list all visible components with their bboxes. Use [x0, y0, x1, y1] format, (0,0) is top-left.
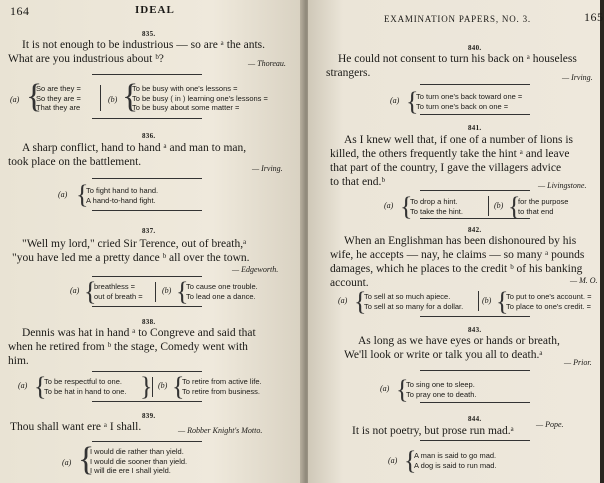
quote-source: — Pope.	[536, 420, 564, 429]
option-line: To retire from business.	[182, 386, 260, 396]
page-number: 165	[584, 10, 604, 24]
right-brace: }	[140, 372, 153, 401]
option-line: To drop a hint.	[410, 197, 458, 206]
exercise-text: It is not enough to be industrious — so are ᵃ the ants.	[22, 39, 266, 51]
exercise-text: to that end.ᵇ	[330, 176, 385, 188]
exercise-number: 836.	[142, 132, 156, 140]
option-label: (a)	[70, 286, 80, 295]
exercise-number: 835.	[142, 30, 156, 38]
option-group	[364, 292, 463, 311]
divider	[420, 190, 530, 191]
divider	[92, 74, 202, 75]
option-group	[406, 380, 476, 399]
option-line: I will die ere I shall yield.	[90, 466, 171, 475]
exercise-text: When an Englishman has been dishonoured by his	[344, 235, 577, 247]
quote-source: — Edgeworth.	[232, 265, 279, 274]
quote-source: — Prior.	[564, 358, 592, 367]
option-group	[94, 282, 143, 301]
option-label: (a)	[384, 201, 394, 210]
option-line: To be busy with one's lessons =	[132, 84, 238, 93]
divider	[420, 84, 530, 85]
option-line: To cause one trouble.	[186, 282, 258, 291]
running-head: IDEAL	[135, 4, 175, 16]
option-label: (a)	[58, 190, 68, 199]
left-brace: {	[172, 372, 185, 401]
exercise-number: 844.	[468, 415, 482, 423]
option-group	[182, 377, 262, 396]
option-group	[506, 292, 591, 311]
option-line: To sell at so much apiece.	[364, 292, 451, 301]
option-line: A man is said to go mad.	[414, 451, 497, 460]
exercise-text: "Well my lord," cried Sir Terence, out of breath,ᵃ	[22, 238, 247, 250]
option-label: (b)	[158, 381, 168, 390]
option-line: To turn one's back toward one =	[416, 92, 523, 101]
option-label: (a)	[388, 456, 398, 465]
option-label: (b)	[108, 95, 118, 104]
divider	[420, 316, 530, 317]
column-separator	[152, 377, 153, 397]
option-line: breathless =	[94, 282, 136, 291]
quote-source: — Livingstone.	[538, 181, 587, 190]
option-label: (a)	[338, 296, 348, 305]
exercise-text: It is not poetry, but prose run mad.ᵃ	[352, 425, 514, 437]
option-group	[416, 92, 522, 111]
option-group	[132, 84, 268, 113]
exercise-number: 843.	[468, 326, 482, 334]
option-line: To place to one's credit. =	[506, 301, 592, 311]
exercise-text: killed, the others frequently take the hint ᵃ and leave	[330, 148, 570, 160]
left-brace: {	[26, 78, 43, 115]
option-label: (a)	[390, 96, 400, 105]
option-line: A hand-to-hand fight.	[86, 195, 156, 205]
option-label: (a)	[380, 384, 390, 393]
left-brace: {	[76, 180, 89, 209]
option-line: To be respectful to one.	[44, 377, 122, 386]
option-line: So they are =	[36, 93, 81, 103]
option-line: To turn one's back on one =	[416, 101, 509, 111]
option-line: To put to one's account. =	[506, 292, 592, 301]
divider	[420, 218, 530, 219]
option-line: A dog is said to run mad.	[414, 460, 497, 470]
exercise-text: when he retired from ᵇ the stage, Comedy went with	[8, 341, 248, 353]
exercise-text: damages, which he places to the credit ᵇ of his banking	[330, 263, 583, 275]
option-line: So are they =	[36, 84, 81, 93]
exercise-text: "you have led me a pretty dance ᵇ all over the town.	[12, 252, 250, 264]
quote-source: — Irving.	[562, 73, 593, 82]
divider	[92, 210, 202, 211]
option-line: out of breath =	[94, 291, 143, 301]
left-brace: {	[84, 277, 97, 306]
column-separator	[478, 291, 479, 311]
divider	[420, 114, 530, 115]
left-brace: {	[508, 192, 521, 221]
divider	[420, 402, 530, 403]
option-group	[44, 377, 127, 396]
option-group	[90, 447, 187, 476]
left-brace: {	[34, 372, 47, 401]
option-group	[410, 197, 463, 216]
exercise-text: We'll look or write or talk you all to death.ᵃ	[344, 349, 543, 361]
left-brace: {	[78, 441, 95, 478]
option-line: To be busy ( in ) learning one's lessons =	[132, 93, 268, 103]
exercise-number: 841.	[468, 124, 482, 132]
exercise-number: 839.	[142, 412, 156, 420]
option-line: To be hat in hand to one.	[44, 386, 127, 396]
left-brace: {	[176, 277, 189, 306]
divider	[420, 440, 530, 441]
divider	[92, 118, 202, 119]
quote-source: — M. O.	[570, 276, 598, 285]
left-brace: {	[404, 446, 417, 475]
option-line: I would die sooner than yield.	[90, 456, 188, 466]
option-group	[414, 451, 497, 470]
column-separator	[100, 85, 101, 111]
option-label: (b)	[482, 296, 492, 305]
divider	[92, 178, 202, 179]
exercise-number: 837.	[142, 227, 156, 235]
exercise-text: A sharp conflict, hand to hand ᵃ and man to man,	[22, 142, 247, 154]
exercise-text: him.	[8, 355, 29, 367]
option-label: (b)	[494, 201, 504, 210]
exercise-text: that part of the country, I gave the villagers advice	[330, 162, 562, 174]
exercise-text: account.	[330, 277, 369, 289]
left-brace: {	[400, 192, 413, 221]
option-label: (b)	[162, 286, 172, 295]
left-brace: {	[122, 78, 139, 115]
divider	[420, 370, 530, 371]
exercise-text: As long as we have eyes or hands or breath,	[358, 335, 560, 347]
option-label: (a)	[18, 381, 28, 390]
left-brace: {	[406, 87, 419, 116]
exercise-text: wife, he accepts — nay, he claims — so many ᵃ pounds	[330, 249, 585, 261]
left-brace: {	[496, 287, 509, 316]
option-label: (a)	[62, 458, 72, 467]
option-line: To sing one to sleep.	[406, 380, 475, 389]
quote-source: — Irving.	[252, 164, 283, 173]
option-line: to that end	[518, 206, 554, 216]
running-head: EXAMINATION PAPERS, NO. 3.	[384, 14, 531, 24]
exercise-text: took place on the battlement.	[8, 156, 142, 168]
right-page	[308, 0, 604, 483]
option-group	[518, 197, 568, 216]
column-separator	[155, 282, 156, 302]
exercise-text: strangers.	[326, 67, 371, 79]
left-brace: {	[396, 375, 409, 404]
exercise-number: 838.	[142, 318, 156, 326]
quote-source: — Thoreau.	[248, 59, 286, 68]
exercise-text: What are you industrious about ᵇ?	[8, 53, 164, 65]
option-line: To lead one a dance.	[186, 291, 256, 301]
option-group	[186, 282, 258, 301]
option-label: (a)	[10, 95, 20, 104]
exercise-text: As I knew well that, if one of a number of lions is	[344, 134, 573, 146]
option-line: To be busy about some matter =	[132, 103, 240, 112]
exercise-text: Dennis was hat in hand ᵃ to Congreve and said that	[22, 327, 256, 339]
divider	[92, 306, 202, 307]
option-line: To take the hint.	[410, 206, 463, 216]
left-brace: {	[354, 287, 367, 316]
quote-source: — Robber Knight's Motto.	[178, 426, 263, 435]
option-group	[86, 186, 158, 205]
column-separator	[488, 196, 489, 216]
option-line: That they are	[36, 103, 81, 112]
page-number: 164	[10, 4, 30, 18]
exercise-text: He could not consent to turn his back on ᵃ houseless	[338, 53, 577, 65]
exercise-text: Thou shall want ere ᵃ I shall.	[10, 421, 142, 433]
exercise-number: 840.	[468, 44, 482, 52]
option-line: To retire from active life.	[182, 377, 262, 386]
option-group	[36, 84, 81, 113]
divider	[92, 401, 202, 402]
option-line: To fight hand to hand.	[86, 186, 159, 195]
divider	[92, 441, 202, 442]
option-line: To sell at so many for a dollar.	[364, 301, 464, 311]
option-line: To pray one to death.	[406, 389, 477, 399]
option-line: for the purpose	[518, 197, 569, 206]
option-line: I would die rather than yield.	[90, 447, 184, 456]
exercise-number: 842.	[468, 226, 482, 234]
